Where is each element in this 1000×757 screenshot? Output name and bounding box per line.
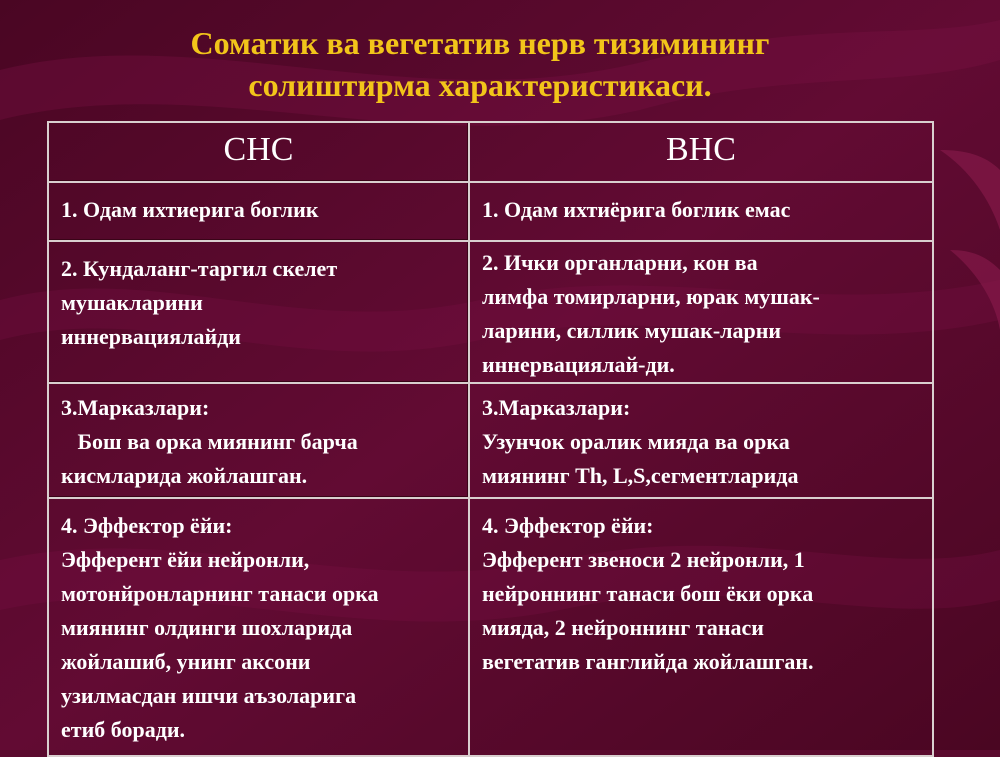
row-4-left-text: 4. Эффектор ёйи: Эфферент ёйи нейронли, мотонйронларнинг танаси орка миянинг олдинги шохларида жойлашиб, унинг аксони узилмасдан ишчи аъзоларига етиб боради. (61, 513, 379, 742)
row-4-left-cell (49, 499, 470, 755)
row-2-left-text: 2. Кундаланг-таргил скелет мушакларини иннервациялайди (61, 256, 338, 349)
row-4-right-text: 4. Эффектор ёйи: Эфферент звеноси 2 нейронли, 1 нейроннинг танаси бош ёки орка мияда, 2 нейроннинг танаси вегетатив ганглийда жойлашган. (482, 513, 814, 674)
row-4-right-cell (470, 499, 932, 755)
row-2-left-cell (49, 242, 470, 384)
comparison-table (47, 121, 934, 757)
row-1-right-cell (470, 183, 932, 242)
header-label-vns: ВНС (666, 131, 736, 168)
row-1-left-cell (49, 183, 470, 242)
row-2-right-text: 2. Ички органларни, кон ва лимфа томирларни, юрак мушак- ларини, силлик мушак-ларни иннервациялай-ди. (482, 250, 820, 377)
header-label-cns: СНС (223, 131, 294, 168)
header-cell-cns (49, 123, 470, 183)
title-line-1: Соматик ва вегетатив нерв тизимининг (190, 25, 770, 61)
title-line-2: солиштирма характеристикаси. (248, 67, 712, 103)
header-cell-vns (470, 123, 932, 183)
row-3-right-cell (470, 384, 932, 499)
slide-title (0, 22, 960, 106)
row-3-right-text: 3.Марказлари: Узунчок оралик мияда ва орка миянинг Th, L,S,сегментларида (482, 395, 799, 488)
row-1-right-text: 1. Одам ихтиёрига боглик емас (482, 197, 791, 222)
row-3-left-cell (49, 384, 470, 499)
row-2-right-cell (470, 242, 932, 384)
row-3-left-text: 3.Марказлари: Бош ва орка миянинг барча кисмларида жойлашган. (61, 395, 358, 488)
row-1-left-text: 1. Одам ихтиерига боглик (61, 197, 319, 222)
